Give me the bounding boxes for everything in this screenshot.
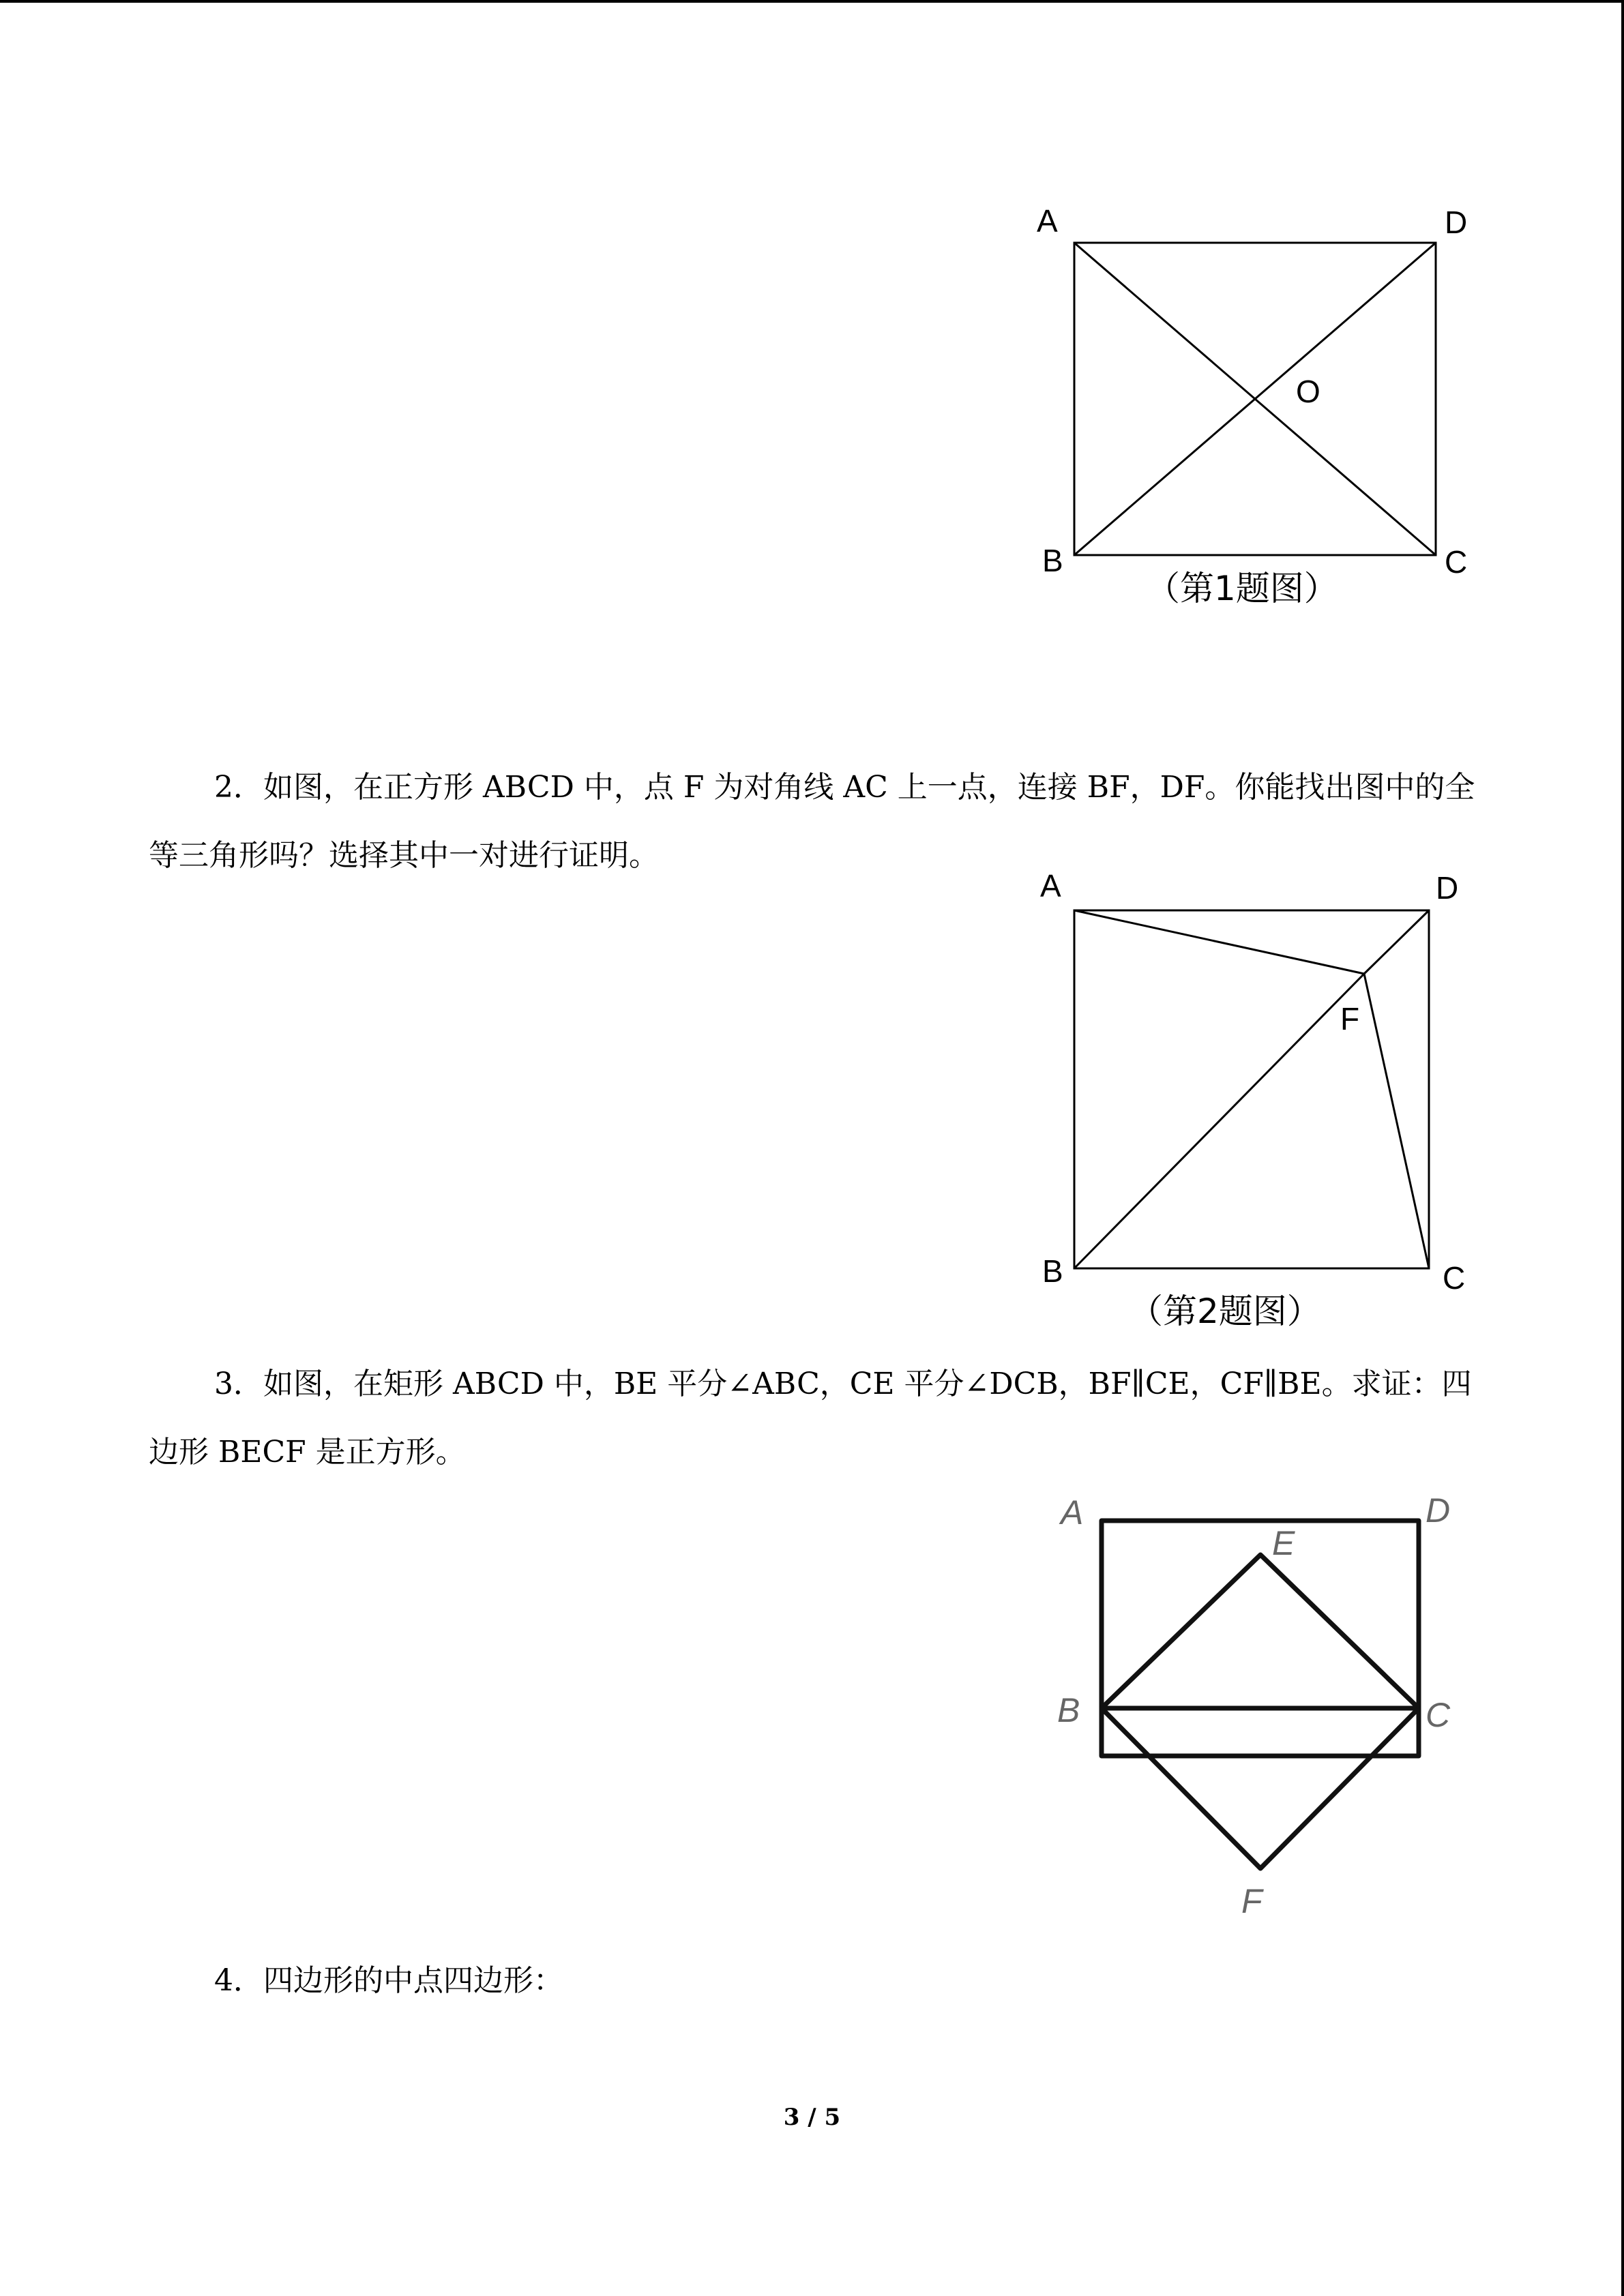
fig1-label-c: C (1445, 544, 1468, 580)
figure-2 (1023, 866, 1487, 1343)
question-2-number: 2． (214, 770, 263, 805)
question-4-text: 四边形的中点四边形： (263, 1963, 563, 1998)
fig3-label-b: B (1057, 1691, 1080, 1729)
fig1-label-b: B (1042, 543, 1063, 578)
question-3 (149, 1350, 1479, 1487)
question-4 (149, 1947, 1479, 2015)
right-border (1621, 0, 1624, 2296)
fig2-segment-bf (1074, 974, 1364, 1268)
fig2-label-f: F (1340, 1001, 1360, 1037)
fig2-label-d: D (1436, 870, 1459, 906)
figure-1 (1023, 198, 1487, 634)
fig2-label-b: B (1042, 1253, 1063, 1289)
fig3-label-f: F (1241, 1882, 1263, 1920)
page-number: 3 / 5 (783, 2104, 841, 2131)
fig3-label-d: D (1426, 1491, 1451, 1530)
fig3-triangle-bfc (1102, 1708, 1419, 1868)
fig1-caption: （第1题图） (1146, 569, 1338, 608)
fig3-label-e: E (1272, 1524, 1295, 1562)
question-3-number: 3． (214, 1367, 263, 1401)
fig3-label-a: A (1061, 1493, 1084, 1532)
fig2-segment-fd (1364, 910, 1429, 974)
fig2-segment-fc (1364, 974, 1429, 1268)
fig1-label-o: O (1296, 374, 1320, 409)
fig2-segment-af (1074, 910, 1364, 974)
fig3-label-c: C (1426, 1696, 1451, 1734)
question-3-text: 如图，在矩形 ABCD 中，BE 平分∠ABC，CE 平分∠DCB，BF∥CE，CF∥BE。求证：四边形 BECF 是正方形。 (149, 1367, 1472, 1470)
fig1-label-a: A (1037, 203, 1058, 239)
fig3-triangle-bec (1102, 1555, 1419, 1708)
question-2-text: 如图，在正方形 ABCD 中，点 F 为对角线 AC 上一点，连接 BF，DF。你能找出图中的全等三角形吗？选择其中一对进行证明。 (149, 770, 1475, 873)
question-4-number: 4． (214, 1963, 263, 1998)
fig2-label-a: A (1040, 868, 1061, 904)
fig1-label-d: D (1445, 205, 1468, 240)
fig2-caption: （第2题图） (1129, 1292, 1321, 1331)
fig2-label-c: C (1443, 1260, 1466, 1296)
figure-3 (1044, 1473, 1487, 1930)
top-border (0, 0, 1624, 3)
